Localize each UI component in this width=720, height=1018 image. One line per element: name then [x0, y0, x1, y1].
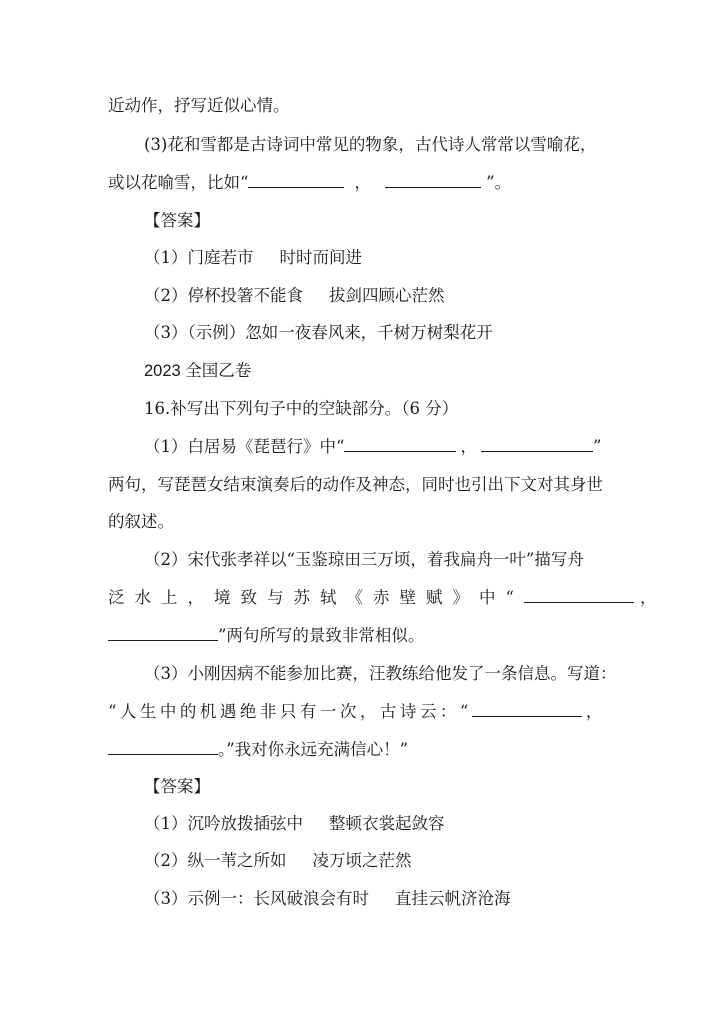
text-line: [108, 625, 624, 647]
text-span: （1）门庭若市: [144, 248, 254, 267]
answer-line: [144, 285, 624, 307]
question-16-3-line: [144, 663, 624, 685]
answer-label: [144, 776, 624, 798]
text-span: (3)花和雪都是古诗词中常见的物象，古代诗人常常以雪喻花，: [144, 135, 597, 154]
text-span: 近动作，抒写近似心情。: [108, 96, 290, 115]
text-span: ”: [592, 437, 602, 456]
answer-line: [144, 888, 624, 910]
answer-blank: [108, 625, 218, 641]
text-line: [108, 701, 624, 723]
text-line: [108, 739, 624, 761]
text-span: （2）停杯投箸不能食: [144, 286, 303, 305]
text-span: 时时而间进: [279, 248, 362, 267]
text-span: （2）纵一苇之所如: [144, 851, 287, 870]
text-span: （3）（示例）忽如一夜春风来，千树万树梨花开: [144, 323, 493, 342]
text-span: （1）白居易《琵琶行》中“: [144, 437, 345, 456]
text-span: 2023 全国乙卷: [144, 362, 252, 380]
text-span: （2）宋代张孝祥以“玉鉴琼田三万顷，着我扁舟一叶”描写舟: [144, 550, 584, 569]
text-line: [108, 587, 667, 609]
text-line: [108, 511, 624, 533]
question-16-title: [144, 398, 624, 420]
text-span: 【答案】: [144, 777, 210, 796]
text-span: 。”我对你永远充满信心！”: [218, 740, 409, 759]
answer-blank: [344, 436, 456, 452]
answer-line: [144, 850, 624, 872]
text-span: （1）沉吟放拨插弦中: [144, 814, 303, 833]
answer-line: [144, 247, 624, 269]
text-span: ”两句所写的景致非常相似。: [218, 626, 425, 645]
question-3-blank-line: [108, 172, 624, 194]
answer-blank: [108, 739, 218, 755]
answer-label: [144, 210, 624, 232]
answer-blank: [472, 701, 582, 717]
answer-line: [144, 322, 624, 344]
text-span: ”。: [480, 173, 512, 192]
text-span: 拔剑四顾心茫然: [329, 286, 445, 305]
text-span: （3）小刚因病不能参加比赛，汪教练给他发了一条信息。写道：: [144, 664, 617, 683]
question-3-line: [144, 134, 624, 156]
text-span: 凌万顷之茫然: [312, 851, 412, 870]
exam-heading: [144, 360, 624, 382]
answer-blank: [248, 172, 344, 188]
text-line: [108, 474, 624, 496]
text-span: （3）示例一：长风破浪会有时: [144, 889, 369, 908]
answer-blank: [524, 587, 634, 603]
text-span: ，: [639, 588, 667, 607]
text-span: ，: [354, 173, 371, 192]
question-16-1-line: [144, 436, 624, 458]
text-span: 的叙述。: [108, 512, 174, 531]
text-span: 两句，写琵琶女结束演奏后的动作及神态，同时也引出下文对其身世: [108, 475, 603, 494]
text-span: 【答案】: [144, 211, 210, 230]
text-span: ，: [585, 702, 606, 721]
text-span: 泛水上，境致与苏轼《赤壁赋》中“: [108, 588, 524, 607]
answer-line: [144, 813, 624, 835]
answer-blank: [385, 172, 481, 188]
text-span: “人生中的机遇绝非只有一次，古诗云：“: [108, 702, 472, 721]
text-span: ，: [460, 437, 477, 456]
text-span: 16.补写出下列句子中的空缺部分。（6 分）: [144, 399, 459, 418]
text-line: [108, 95, 624, 117]
question-16-2-line: [144, 549, 624, 571]
answer-blank: [481, 436, 593, 452]
text-span: 直挂云帆济沧海: [395, 889, 511, 908]
text-span: 或以花喻雪，比如“: [108, 173, 249, 192]
text-span: 整顿衣裳起敛容: [329, 814, 445, 833]
